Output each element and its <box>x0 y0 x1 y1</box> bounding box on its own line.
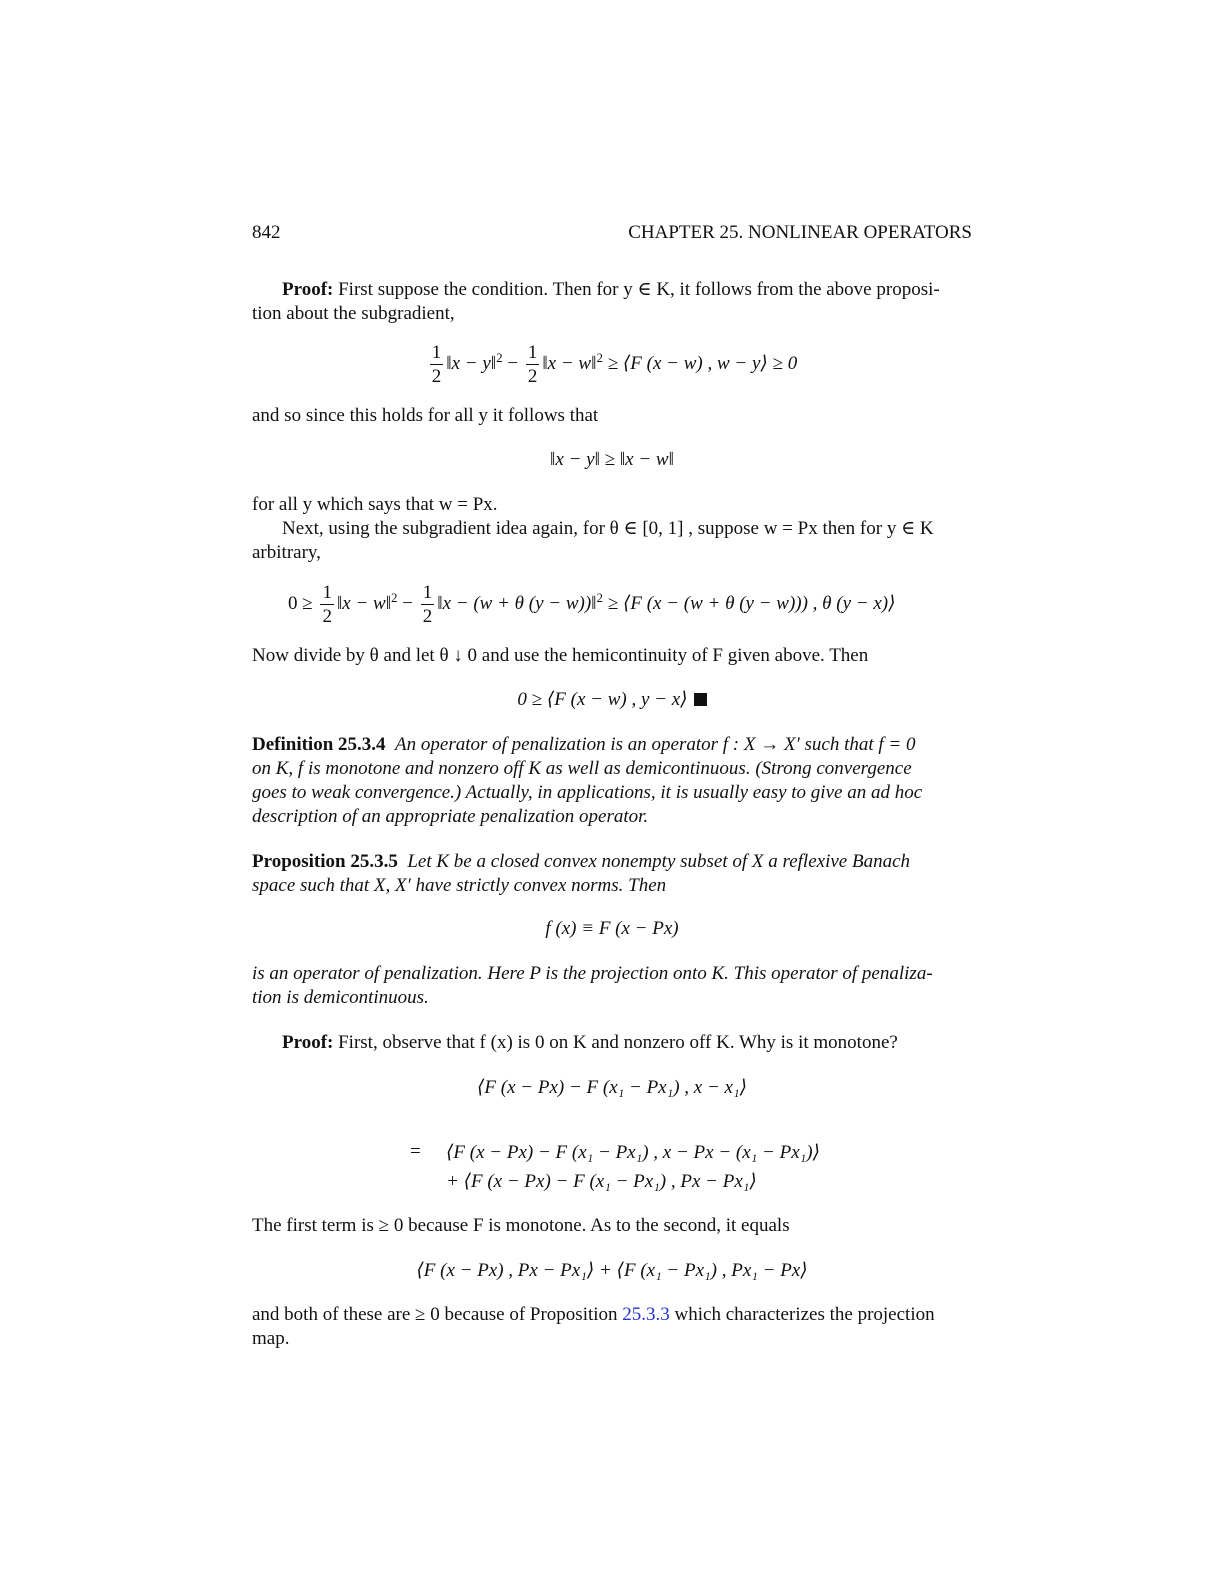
proof-paragraph-2: Proof: First, observe that f (x) is 0 on K and nonzero off K. Why is it monotone? <box>282 1032 898 1053</box>
proposition-text-cont: is an operator of penalization. Here P is the projection onto K. This operator of penaliza- tion is demicontinuous. <box>252 963 933 1008</box>
proposition-reference-link[interactable]: 25.3.3 <box>622 1304 670 1325</box>
page-number: 842 <box>252 222 281 243</box>
proposition-label: Proposition 25.3.5 <box>252 851 398 872</box>
proof-text-cont: tion about the subgradient, <box>252 303 455 324</box>
equation-2: ‖x − y‖ ≥ ‖x − w‖ <box>550 449 674 470</box>
equation-6-eq-sign: = <box>410 1141 421 1162</box>
equation-6-line-2: + ⟨F (x − Px) − F (x₁ − Px₁) , Px − Px₁⟩ <box>446 1171 757 1192</box>
text-next: Next, using the subgradient idea again, for θ ∈ [0, 1] , suppose w = Px then for y ∈ K <box>282 518 934 539</box>
proof-label: Proof: <box>282 279 334 300</box>
text-both: and both of these are ≥ 0 because of Proposition 25.3.3 which characterizes the projection map. <box>252 1304 935 1349</box>
equation-1: $\frac{1}{2}$ ‖x − y‖$^2$ − $\frac{1}{2}$ ‖x − w‖$^2$ ≥ ⟨F (x − w) , w − y⟩ ≥ 0 <box>431 342 798 387</box>
proposition-25-3-5: Proposition 25.3.5 Let K be a closed convex nonempty subset of X a reflexive Banach space such that X, X′ have strictly convex norms. Then <box>252 851 910 896</box>
equation-penalization: f (x) ≡ F (x − Px) <box>545 918 679 939</box>
equation-7: ⟨F (x − Px) , Px − Px₁⟩ + ⟨F (x₁ − Px₁) , Px₁ − Px⟩ <box>416 1260 808 1281</box>
proof-label: Proof: <box>282 1032 334 1053</box>
equation-6-line-1: ⟨F (x − Px) − F (x₁ − Px₁) , x − Px − (x₁ − Px₁)⟩ <box>446 1142 820 1163</box>
equation-4: 0 ≥ ⟨F (x − w) , y − x⟩ <box>0 688 1224 711</box>
text-divide: Now divide by θ and let θ ↓ 0 and use the hemicontinuity of F given above. Then <box>252 645 869 666</box>
proof-text: First suppose the condition. Then for y ∈ K, it follows from the above proposi- <box>333 279 940 300</box>
proof-paragraph-1 <box>252 278 972 326</box>
fraction-half: $\frac{1}{2}$ <box>422 582 433 627</box>
text-since: and so since this holds for all y it follows that <box>252 405 599 426</box>
text-first-term: The first term is ≥ 0 because F is monotone. As to the second, it equals <box>252 1215 790 1236</box>
fraction-half: $\frac{1}{2}$ <box>431 342 442 387</box>
running-title: CHAPTER 25. NONLINEAR OPERATORS <box>628 222 972 243</box>
fraction-half: $\frac{1}{2}$ <box>322 582 332 627</box>
text-next-cont: arbitrary, <box>252 542 321 563</box>
text-forall: for all y which says that w = Px. <box>252 494 498 515</box>
definition-label: Definition 25.3.4 <box>252 734 386 755</box>
definition-25-3-4: Definition 25.3.4 An operator of penalization is an operator f : X → X′ such that f = 0 on K, f is monotone and nonzero off K as well as demicontinuous. (Strong convergence goes to weak convergence.) Actually, in applications, it is usually easy to give an ad hoc description of an appropriate penalization operator. <box>252 734 923 827</box>
qed-square-icon <box>694 693 707 706</box>
equation-3: 0 ≥ $\frac{1}{2}$ ‖x − w‖$^2$ − $\frac{1}{2}$ ‖x − (w + θ (y − w))‖$^2$ ≥ ⟨F (x − (w + θ (y − w))) , θ (y − x)⟩ <box>288 582 896 627</box>
fraction-half: $\frac{1}{2}$ <box>527 342 538 387</box>
equation-5: ⟨F (x − Px) − F (x₁ − Px₁) , x − x₁⟩ <box>476 1077 747 1098</box>
